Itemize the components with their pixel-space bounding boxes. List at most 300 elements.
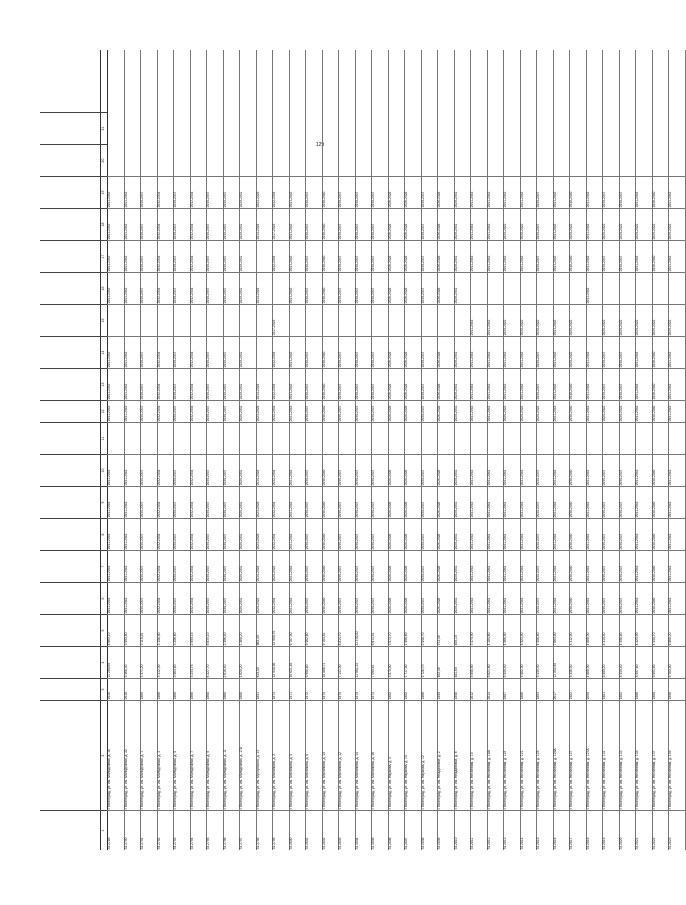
table-cell: 1982 — [569, 678, 586, 700]
column-number: 1 — [100, 810, 107, 850]
table-cell: 4 408,60 — [619, 614, 636, 646]
table-cell — [355, 304, 372, 336]
table-cell: 3 573,70 — [388, 614, 405, 646]
table-cell: 2035-2037 — [421, 454, 438, 486]
table-cell — [157, 304, 174, 336]
table-cell: 33.2795 — [206, 810, 223, 850]
table-cell: 6 814,70 — [338, 614, 355, 646]
table-cell — [124, 304, 141, 336]
table-cell: г. Волгоград, ул. им. Наумова, д. 4 — [388, 700, 405, 810]
table-cell: 2041-2043 — [553, 176, 570, 208]
table-cell: г. Волгоград, ул. им. Наумова, д. 12 — [421, 700, 438, 810]
table-cell: 2041-2043 — [107, 240, 124, 272]
column-number: 19 — [100, 176, 107, 208]
table-cell: 33.2809 — [437, 810, 454, 850]
table-cell: 2041-2043 — [520, 336, 537, 368]
table-cell: 33.2819 — [602, 810, 619, 850]
table-cell: 2035-2037 — [602, 240, 619, 272]
table-cell: 2020-2022 — [602, 304, 619, 336]
table-cell: 10 621,40 — [289, 646, 306, 678]
table-cell: 2020-2022 — [503, 400, 520, 422]
table-cell: 2020-2022 — [569, 208, 586, 240]
table-cell: 5 633,10 — [206, 614, 223, 646]
table-cell: 2041-2043 — [635, 368, 652, 400]
table-cell: 2041-2043 — [487, 336, 504, 368]
table-cell: 2041-2043 — [553, 454, 570, 486]
table-cell: 3 371,20 — [140, 646, 157, 678]
column-number: 21 — [100, 112, 107, 144]
header-cell — [40, 810, 100, 850]
table-cell — [619, 422, 636, 454]
table-cell — [256, 240, 273, 272]
table-cell — [437, 304, 454, 336]
table-cell: 2041-2043 — [289, 400, 306, 422]
table-cell: 2041-2043 — [470, 304, 487, 336]
table-cell: 2035-2037 — [355, 582, 372, 614]
table-cell: 2032-2034 — [157, 550, 174, 582]
table-cell: 2041-2043 — [553, 582, 570, 614]
table-cell: 2038-2040 — [652, 582, 669, 614]
table-cell: 2041-2043 — [503, 582, 520, 614]
table-cell: 2041-2043 — [470, 518, 487, 550]
table-cell: 2029-2031 — [239, 208, 256, 240]
header-cell — [40, 272, 100, 304]
table-cell: 2020-2022 — [619, 208, 636, 240]
header-cell — [40, 240, 100, 272]
table-cell: 1982 — [404, 678, 421, 700]
table-cell: 1966 — [190, 678, 207, 700]
table-cell: 2035-2037 — [602, 454, 619, 486]
table-cell: 2035-2037 — [421, 582, 438, 614]
table-cell: 4 524,50 — [520, 614, 537, 646]
table-cell: 2041-2043 — [668, 550, 685, 582]
page-number: 129 — [315, 142, 325, 148]
column-number: 14 — [100, 336, 107, 368]
table-cell — [454, 304, 471, 336]
table-cell: 2041-2043 — [470, 336, 487, 368]
table-cell: 2035-2037 — [338, 272, 355, 304]
table-cell — [124, 422, 141, 454]
table-cell: 2 990,15 — [190, 614, 207, 646]
table-cell: 2035-2037 — [173, 208, 190, 240]
header-cell — [40, 208, 100, 240]
table-cell: 2041-2043 — [586, 486, 603, 518]
table-cell — [338, 304, 355, 336]
table-cell: 2035-2037 — [602, 336, 619, 368]
table-cell: 2035-2037 — [305, 272, 322, 304]
table-cell — [322, 304, 339, 336]
table-cell: 2035-2037 — [173, 550, 190, 582]
table-cell: 2041-2043 — [107, 486, 124, 518]
table-cell: 2035-2037 — [602, 518, 619, 550]
table-cell — [553, 422, 570, 454]
table-cell: 2029-2031 — [454, 486, 471, 518]
table-cell: 33.2791 — [140, 810, 157, 850]
table-row — [553, 50, 571, 850]
table-cell: 2035-2037 — [173, 176, 190, 208]
table-cell: 2041-2043 — [124, 582, 141, 614]
table-cell: 2041-2043 — [668, 368, 685, 400]
table-cell: 2018 — [124, 678, 141, 700]
table-cell: 4 530,70 — [652, 614, 669, 646]
table-cell: 2035-2037 — [305, 176, 322, 208]
table-cell: 2041-2043 — [635, 400, 652, 422]
table-cell: 2038-2040 — [569, 518, 586, 550]
table-cell: 2041-2043 — [520, 176, 537, 208]
table-cell: 2035-2037 — [619, 486, 636, 518]
table-cell: г. Волгоград, ул. им. Молодежная, д. 5 — [173, 700, 190, 810]
table-cell — [619, 272, 636, 304]
table-cell: 2038-2040 — [652, 240, 669, 272]
table-cell: 2038-2040 — [652, 400, 669, 422]
table-cell: 2041-2043 — [124, 486, 141, 518]
table-cell: 2026-2028 — [437, 176, 454, 208]
table-cell: 2026-2028 — [404, 518, 421, 550]
table-cell: 1972 — [305, 678, 322, 700]
table-cell: 2041-2043 — [470, 400, 487, 422]
table-cell: 2035-2037 — [173, 240, 190, 272]
table-cell: 7 099,61 — [371, 646, 388, 678]
table-cell: 2041-2043 — [520, 240, 537, 272]
table-cell: 2041-2043 — [107, 336, 124, 368]
table-cell: 4 566,50 — [503, 614, 520, 646]
table-cell: 2041-2043 — [586, 582, 603, 614]
table-cell — [140, 304, 157, 336]
table-cell: 2026-2028 — [437, 550, 454, 582]
table-cell: 2026-2028 — [437, 582, 454, 614]
table-cell — [404, 304, 421, 336]
table-row — [454, 50, 472, 850]
table-cell: 2032-2034 — [272, 582, 289, 614]
table-cell: 2035-2037 — [206, 582, 223, 614]
table-cell: 2041-2043 — [586, 400, 603, 422]
table-cell: 2035-2037 — [338, 486, 355, 518]
table-cell: 5 462,60 — [305, 614, 322, 646]
table-cell: 2029-2031 — [239, 368, 256, 400]
table-cell: 4 184,60 — [487, 614, 504, 646]
table-cell: 2041-2043 — [487, 486, 504, 518]
table-cell: 2035-2037 — [355, 400, 372, 422]
table-cell: 2041-2043 — [124, 368, 141, 400]
table-cell: 12 055,70 — [272, 614, 289, 646]
table-cell: 2035-2037 — [421, 176, 438, 208]
table-cell: 2026-2028 — [388, 582, 405, 614]
table-cell — [173, 304, 190, 336]
column-number: 12 — [100, 400, 107, 422]
table-cell: 1982 — [388, 678, 405, 700]
table-row — [173, 50, 191, 850]
table-cell: 6 868,20 — [668, 614, 685, 646]
table-cell: 2041-2043 — [668, 582, 685, 614]
table-cell: 7 141,00 — [338, 646, 355, 678]
table-cell: 2038-2040 — [322, 240, 339, 272]
table-cell — [487, 422, 504, 454]
table-cell — [520, 272, 537, 304]
table-cell: 2032-2034 — [157, 176, 174, 208]
table-cell: 2026-2028 — [388, 486, 405, 518]
table-cell: 2026-2028 — [388, 208, 405, 240]
table-row — [536, 50, 554, 850]
table-cell — [602, 272, 619, 304]
column-number: 17 — [100, 240, 107, 272]
table-row — [157, 50, 175, 850]
table-cell: 2026-2028 — [437, 272, 454, 304]
table-cell: 2032-2034 — [190, 582, 207, 614]
table-cell: 2035-2037 — [173, 336, 190, 368]
table-cell: 33.2822 — [652, 810, 669, 850]
table-cell — [272, 272, 289, 304]
table-cell — [470, 272, 487, 304]
table-cell — [652, 422, 669, 454]
table-cell: 2032-2034 — [190, 336, 207, 368]
table-cell: 11 289,60 — [107, 646, 124, 678]
header-cell — [40, 176, 100, 208]
table-cell: 2035-2037 — [223, 454, 240, 486]
header-cell — [40, 646, 100, 678]
table-cell: 2035-2037 — [173, 272, 190, 304]
table-cell: 33.2816 — [553, 810, 570, 850]
table-cell — [470, 422, 487, 454]
table-cell: 2035-2037 — [421, 240, 438, 272]
column-number: 16 — [100, 272, 107, 304]
table-cell: 2041-2043 — [107, 368, 124, 400]
table-cell: 2026-2028 — [388, 550, 405, 582]
table-cell: 2 616,40 — [223, 646, 240, 678]
table-cell: 2041-2043 — [487, 176, 504, 208]
table-row — [190, 50, 208, 850]
header-cell — [40, 486, 100, 518]
table-cell: 2032-2034 — [157, 582, 174, 614]
table-cell: 2020-2022 — [569, 336, 586, 368]
table-cell: 2041-2043 — [487, 208, 504, 240]
table-cell: 2029-2031 — [239, 518, 256, 550]
table-cell: 33.2810 — [454, 810, 471, 850]
table-cell: 1982 — [619, 678, 636, 700]
table-cell: 2041-2043 — [668, 454, 685, 486]
table-cell: г. Волгоград, ул. им. Неглинная, д. 139 — [668, 700, 685, 810]
table-cell: 2038-2040 — [569, 400, 586, 422]
table-cell: 2035-2037 — [421, 550, 438, 582]
table-cell: 33.2814 — [520, 810, 537, 850]
table-cell: 2035-2037 — [305, 518, 322, 550]
table-cell: 2035-2037 — [355, 550, 372, 582]
table-cell: 11 981,23 — [355, 646, 372, 678]
table-cell — [322, 422, 339, 454]
table-cell: 1973 — [272, 678, 289, 700]
table-cell: 5 982,50 — [520, 646, 537, 678]
table-cell: 33.2802 — [322, 810, 339, 850]
table-cell: 4 408,80 — [536, 614, 553, 646]
table-cell: г. Волгоград, ул. им. Неглинная, д. 125А — [553, 700, 570, 810]
table-cell — [437, 422, 454, 454]
table-cell: 2026-2028 — [404, 240, 421, 272]
table-cell: 1 469,20 — [239, 614, 256, 646]
table-cell — [586, 422, 603, 454]
table-cell: г. Волгоград, ул. им. Наумова, д. 10 — [404, 700, 421, 810]
table-cell: 2035-2037 — [223, 368, 240, 400]
header-cell — [40, 336, 100, 368]
table-cell: 2038-2040 — [652, 550, 669, 582]
table-cell: г. Волгоград, ул. им. Неглинная, д. 131 — [602, 700, 619, 810]
table-cell: 5 591,60 — [652, 646, 669, 678]
table-cell: 2041-2043 — [503, 518, 520, 550]
table-cell: 2041-2043 — [289, 582, 306, 614]
table-cell: 2014-2016 — [256, 454, 273, 486]
column-number: 5 — [100, 614, 107, 646]
table-cell: 2035-2037 — [206, 208, 223, 240]
table-cell: 2035-2037 — [206, 272, 223, 304]
table-cell: 2041-2043 — [107, 176, 124, 208]
table-cell: 2029-2031 — [454, 518, 471, 550]
table-cell: 2041-2043 — [668, 336, 685, 368]
column-number: 9 — [100, 486, 107, 518]
table-cell: 33.2799 — [272, 810, 289, 850]
table-cell: 2041-2043 — [553, 550, 570, 582]
table-cell: 2035-2037 — [536, 208, 553, 240]
table-cell: 2041-2043 — [107, 272, 124, 304]
table-cell: 2020-2022 — [635, 304, 652, 336]
column-number: 15 — [100, 304, 107, 336]
table-cell: 2038-2040 — [652, 368, 669, 400]
table-cell: 5 621,60 — [487, 646, 504, 678]
table-cell: 2023-2025 — [256, 486, 273, 518]
table-cell: 5 468,30 — [124, 646, 141, 678]
table-cell: 2038-2040 — [322, 400, 339, 422]
table-cell: 2035-2037 — [223, 336, 240, 368]
table-cell: 2026-2028 — [404, 336, 421, 368]
table-cell: 9 787,90 — [289, 614, 306, 646]
table-cell: 2035-2037 — [602, 486, 619, 518]
table-cell — [388, 304, 405, 336]
table-cell: 3 975,50 — [388, 646, 405, 678]
table-cell: 2041-2043 — [586, 550, 603, 582]
table-cell: 2026-2028 — [437, 368, 454, 400]
table-cell: 2041-2043 — [289, 550, 306, 582]
table-cell: 2035-2037 — [536, 550, 553, 582]
table-row — [371, 50, 389, 850]
table-cell: 2035-2037 — [421, 336, 438, 368]
table-cell — [421, 304, 438, 336]
table-cell: 2035-2037 — [371, 582, 388, 614]
table-cell: 2041-2043 — [124, 176, 141, 208]
table-cell: г. Волгоград, ул. им. Неглинная, д. 19А — [487, 700, 504, 810]
table-row — [355, 50, 373, 850]
table-cell: 2041-2043 — [487, 400, 504, 422]
table-cell: 2035-2037 — [206, 176, 223, 208]
table-cell — [107, 304, 124, 336]
column-number: 10 — [100, 454, 107, 486]
table-cell: 2035-2037 — [206, 368, 223, 400]
table-cell: 2041-2043 — [668, 486, 685, 518]
table-cell: 2038-2040 — [569, 486, 586, 518]
table-cell: 2020-2022 — [569, 304, 586, 336]
table-cell: 2035-2037 — [355, 518, 372, 550]
table-cell: 2035-2037 — [619, 454, 636, 486]
table-cell: 2035-2037 — [619, 518, 636, 550]
table-cell — [157, 422, 174, 454]
table-cell: 1955 — [437, 678, 454, 700]
table-cell: 2041-2043 — [520, 368, 537, 400]
table-cell: 1988 — [239, 678, 256, 700]
table-cell: 2041-2043 — [586, 454, 603, 486]
table-cell: 2020-2022 — [536, 400, 553, 422]
table-cell: 2020-2022 — [503, 304, 520, 336]
table-cell: 4 420,90 — [635, 614, 652, 646]
column-number: 8 — [100, 518, 107, 550]
table-cell: 2041-2043 — [124, 336, 141, 368]
table-cell: 2029-2031 — [239, 454, 256, 486]
table-cell: 2020-2022 — [619, 304, 636, 336]
table-cell: 33.2818 — [586, 810, 603, 850]
table-cell — [206, 422, 223, 454]
table-cell: 2041-2043 — [487, 304, 504, 336]
table-cell: 2035-2037 — [140, 518, 157, 550]
table-cell: 2035-2037 — [140, 400, 157, 422]
table-cell: г. Волгоград, ул. им. Молодежная, д. 17А — [239, 700, 256, 810]
table-cell: 2026-2028 — [437, 454, 454, 486]
table-cell: 2026-2028 — [404, 582, 421, 614]
table-cell: 1958 — [454, 678, 471, 700]
table-cell: 2041-2043 — [470, 240, 487, 272]
table-cell: 2026-2028 — [437, 208, 454, 240]
table-cell: 2035-2037 — [206, 550, 223, 582]
table-cell: 2041-2043 — [553, 304, 570, 336]
table-cell — [404, 422, 421, 454]
table-cell: 1971 — [289, 678, 306, 700]
table-cell: 33.2821 — [635, 810, 652, 850]
table-cell: 2035-2037 — [173, 368, 190, 400]
table-cell: 2026-2028 — [437, 400, 454, 422]
table-cell: 2038-2040 — [652, 486, 669, 518]
table-cell: 2020-2022 — [668, 304, 685, 336]
table-cell — [338, 422, 355, 454]
table-cell: 2035-2037 — [223, 208, 240, 240]
table-cell: 2035-2037 — [223, 400, 240, 422]
table-cell — [503, 422, 520, 454]
table-row — [338, 50, 356, 850]
table-cell: 2041-2043 — [635, 454, 652, 486]
table-cell: 2 396,40 — [223, 614, 240, 646]
table-cell: 2035-2037 — [421, 208, 438, 240]
table-cell: 2041-2043 — [289, 518, 306, 550]
table-cell: г. Волгоград, ул. им. Молодежная, д. 18 — [107, 700, 124, 810]
table-cell — [487, 272, 504, 304]
table-cell: 2020-2022 — [635, 208, 652, 240]
table-row — [388, 50, 406, 850]
table-cell: 374,49 — [437, 614, 454, 646]
table-cell — [668, 272, 685, 304]
table-row — [569, 50, 587, 850]
table-cell: 2041-2043 — [124, 208, 141, 240]
table-cell: 2038-2040 — [569, 176, 586, 208]
table-cell: 2035-2037 — [371, 486, 388, 518]
table-cell: 4 888,00 — [586, 646, 603, 678]
header-cell — [40, 422, 100, 454]
table-cell: 2041-2043 — [289, 240, 306, 272]
table-cell: 4 410,40 — [602, 614, 619, 646]
table-cell: 2041-2043 — [487, 240, 504, 272]
table-cell: 2020-2022 — [256, 582, 273, 614]
table-cell: 2041-2043 — [553, 400, 570, 422]
table-row — [421, 50, 439, 850]
table-cell: 2035-2037 — [355, 368, 372, 400]
table-cell — [239, 304, 256, 336]
table-cell: 2035-2037 — [173, 400, 190, 422]
table-row — [140, 50, 158, 850]
table-cell — [355, 422, 372, 454]
table-cell: 2029-2031 — [454, 240, 471, 272]
table-cell: 2014-2016 — [256, 272, 273, 304]
